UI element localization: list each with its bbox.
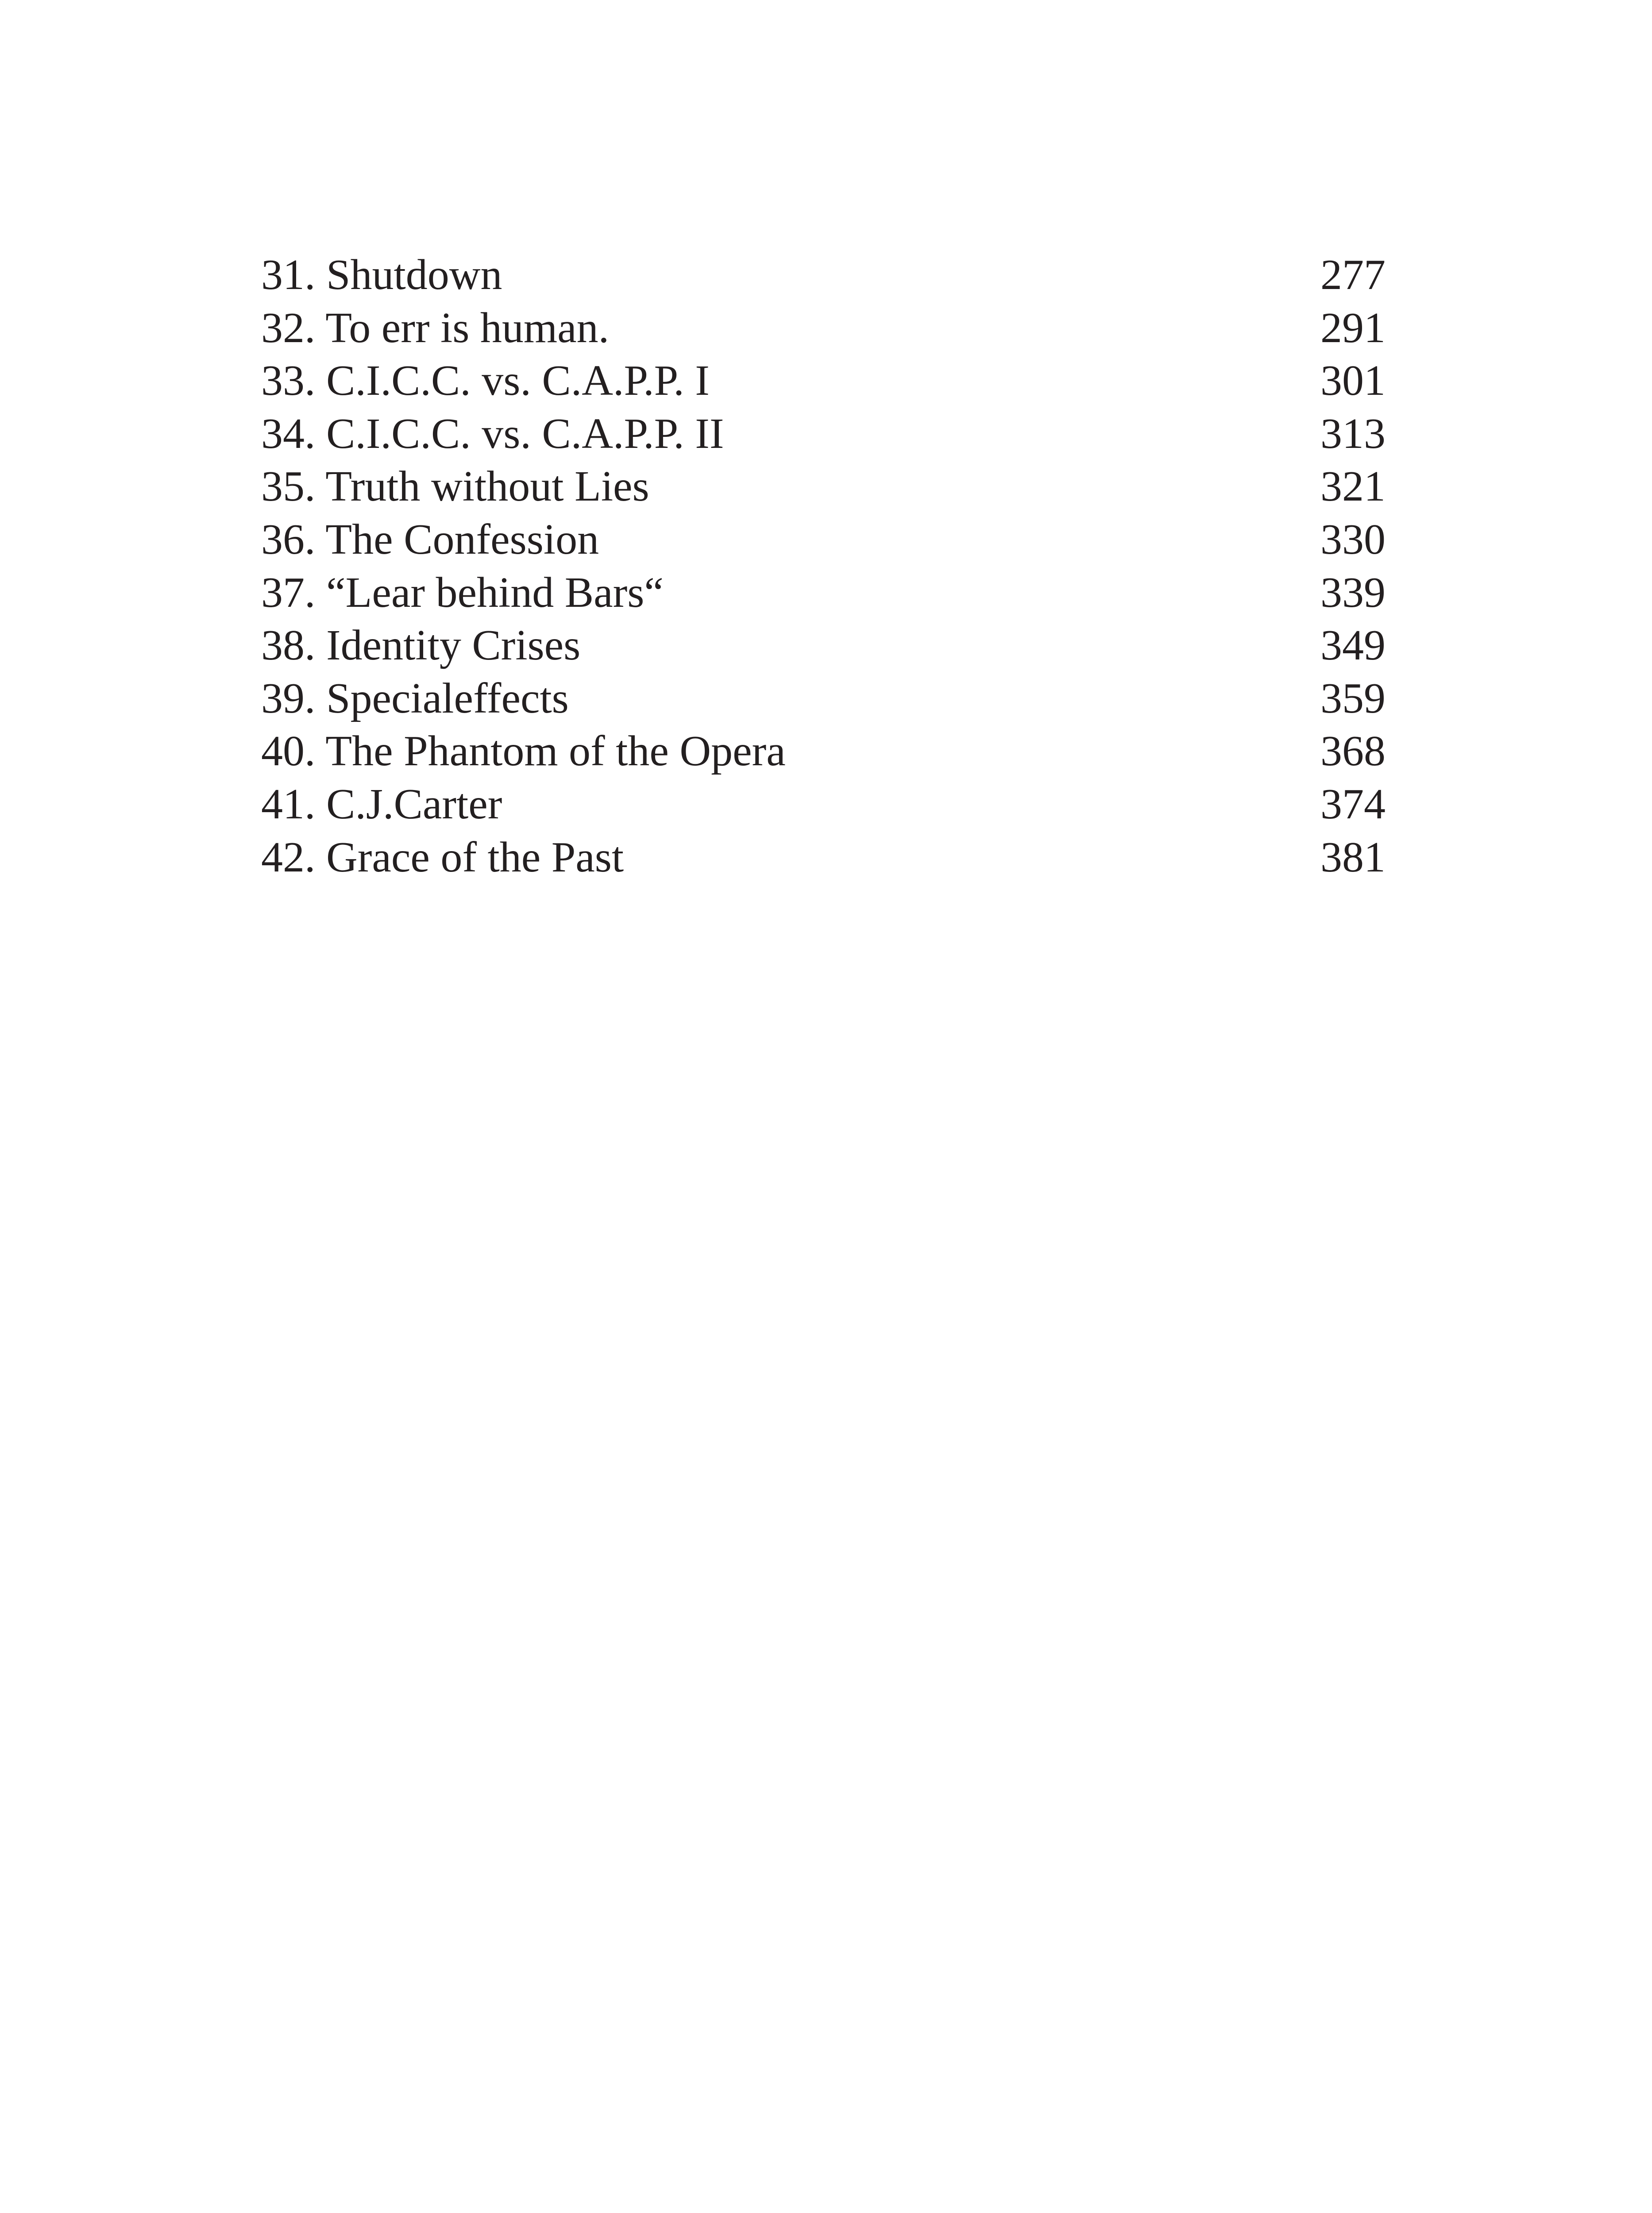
toc-entry-page-number: 313 — [1320, 409, 1386, 458]
toc-entry-page-number: 339 — [1320, 568, 1386, 617]
toc-entry — [261, 831, 1386, 884]
toc-entry-page-number: 291 — [1320, 304, 1386, 352]
toc-entry — [261, 725, 1386, 778]
toc-entry — [261, 619, 1386, 672]
toc-entry — [261, 567, 1386, 620]
toc-entry-title: 38. Identity Crises — [261, 621, 581, 670]
toc-entry-title: 34. C.I.C.C. vs. C.A.P.P. II — [261, 409, 724, 458]
toc-entry-title: 42. Grace of the Past — [261, 833, 624, 881]
toc-entry-title: 36. The Confession — [261, 515, 599, 563]
toc-entry-page-number: 301 — [1320, 357, 1386, 405]
toc-entry — [261, 249, 1386, 302]
toc-entry — [261, 513, 1386, 567]
toc-entry-title: 40. The Phantom of the Opera — [261, 727, 786, 775]
toc-entry-title: 32. To err is human. — [261, 304, 610, 352]
table-of-contents — [261, 249, 1386, 884]
toc-entry — [261, 778, 1386, 831]
toc-entry — [261, 460, 1386, 513]
toc-entry-page-number: 374 — [1320, 780, 1386, 828]
toc-entry-title: 37. “Lear behind Bars“ — [261, 568, 664, 617]
toc-entry-page-number: 349 — [1320, 621, 1386, 670]
toc-entry — [261, 302, 1386, 355]
toc-entry-title: 35. Truth without Lies — [261, 463, 649, 511]
toc-entry-title: 41. C.J.Carter — [261, 780, 502, 828]
toc-entry-page-number: 368 — [1320, 727, 1386, 775]
toc-entry-page-number: 359 — [1320, 674, 1386, 722]
toc-entry-title: 39. Specialeffects — [261, 674, 569, 722]
toc-entry-title: 31. Shutdown — [261, 251, 502, 299]
toc-entry-title: 33. C.I.C.C. vs. C.A.P.P. I — [261, 357, 710, 405]
toc-entry-page-number: 330 — [1320, 515, 1386, 563]
toc-entry-page-number: 277 — [1320, 251, 1386, 299]
toc-entry-page-number: 321 — [1320, 463, 1386, 511]
toc-entry — [261, 672, 1386, 725]
toc-entry-page-number: 381 — [1320, 833, 1386, 881]
toc-entry — [261, 355, 1386, 408]
toc-entry — [261, 408, 1386, 461]
